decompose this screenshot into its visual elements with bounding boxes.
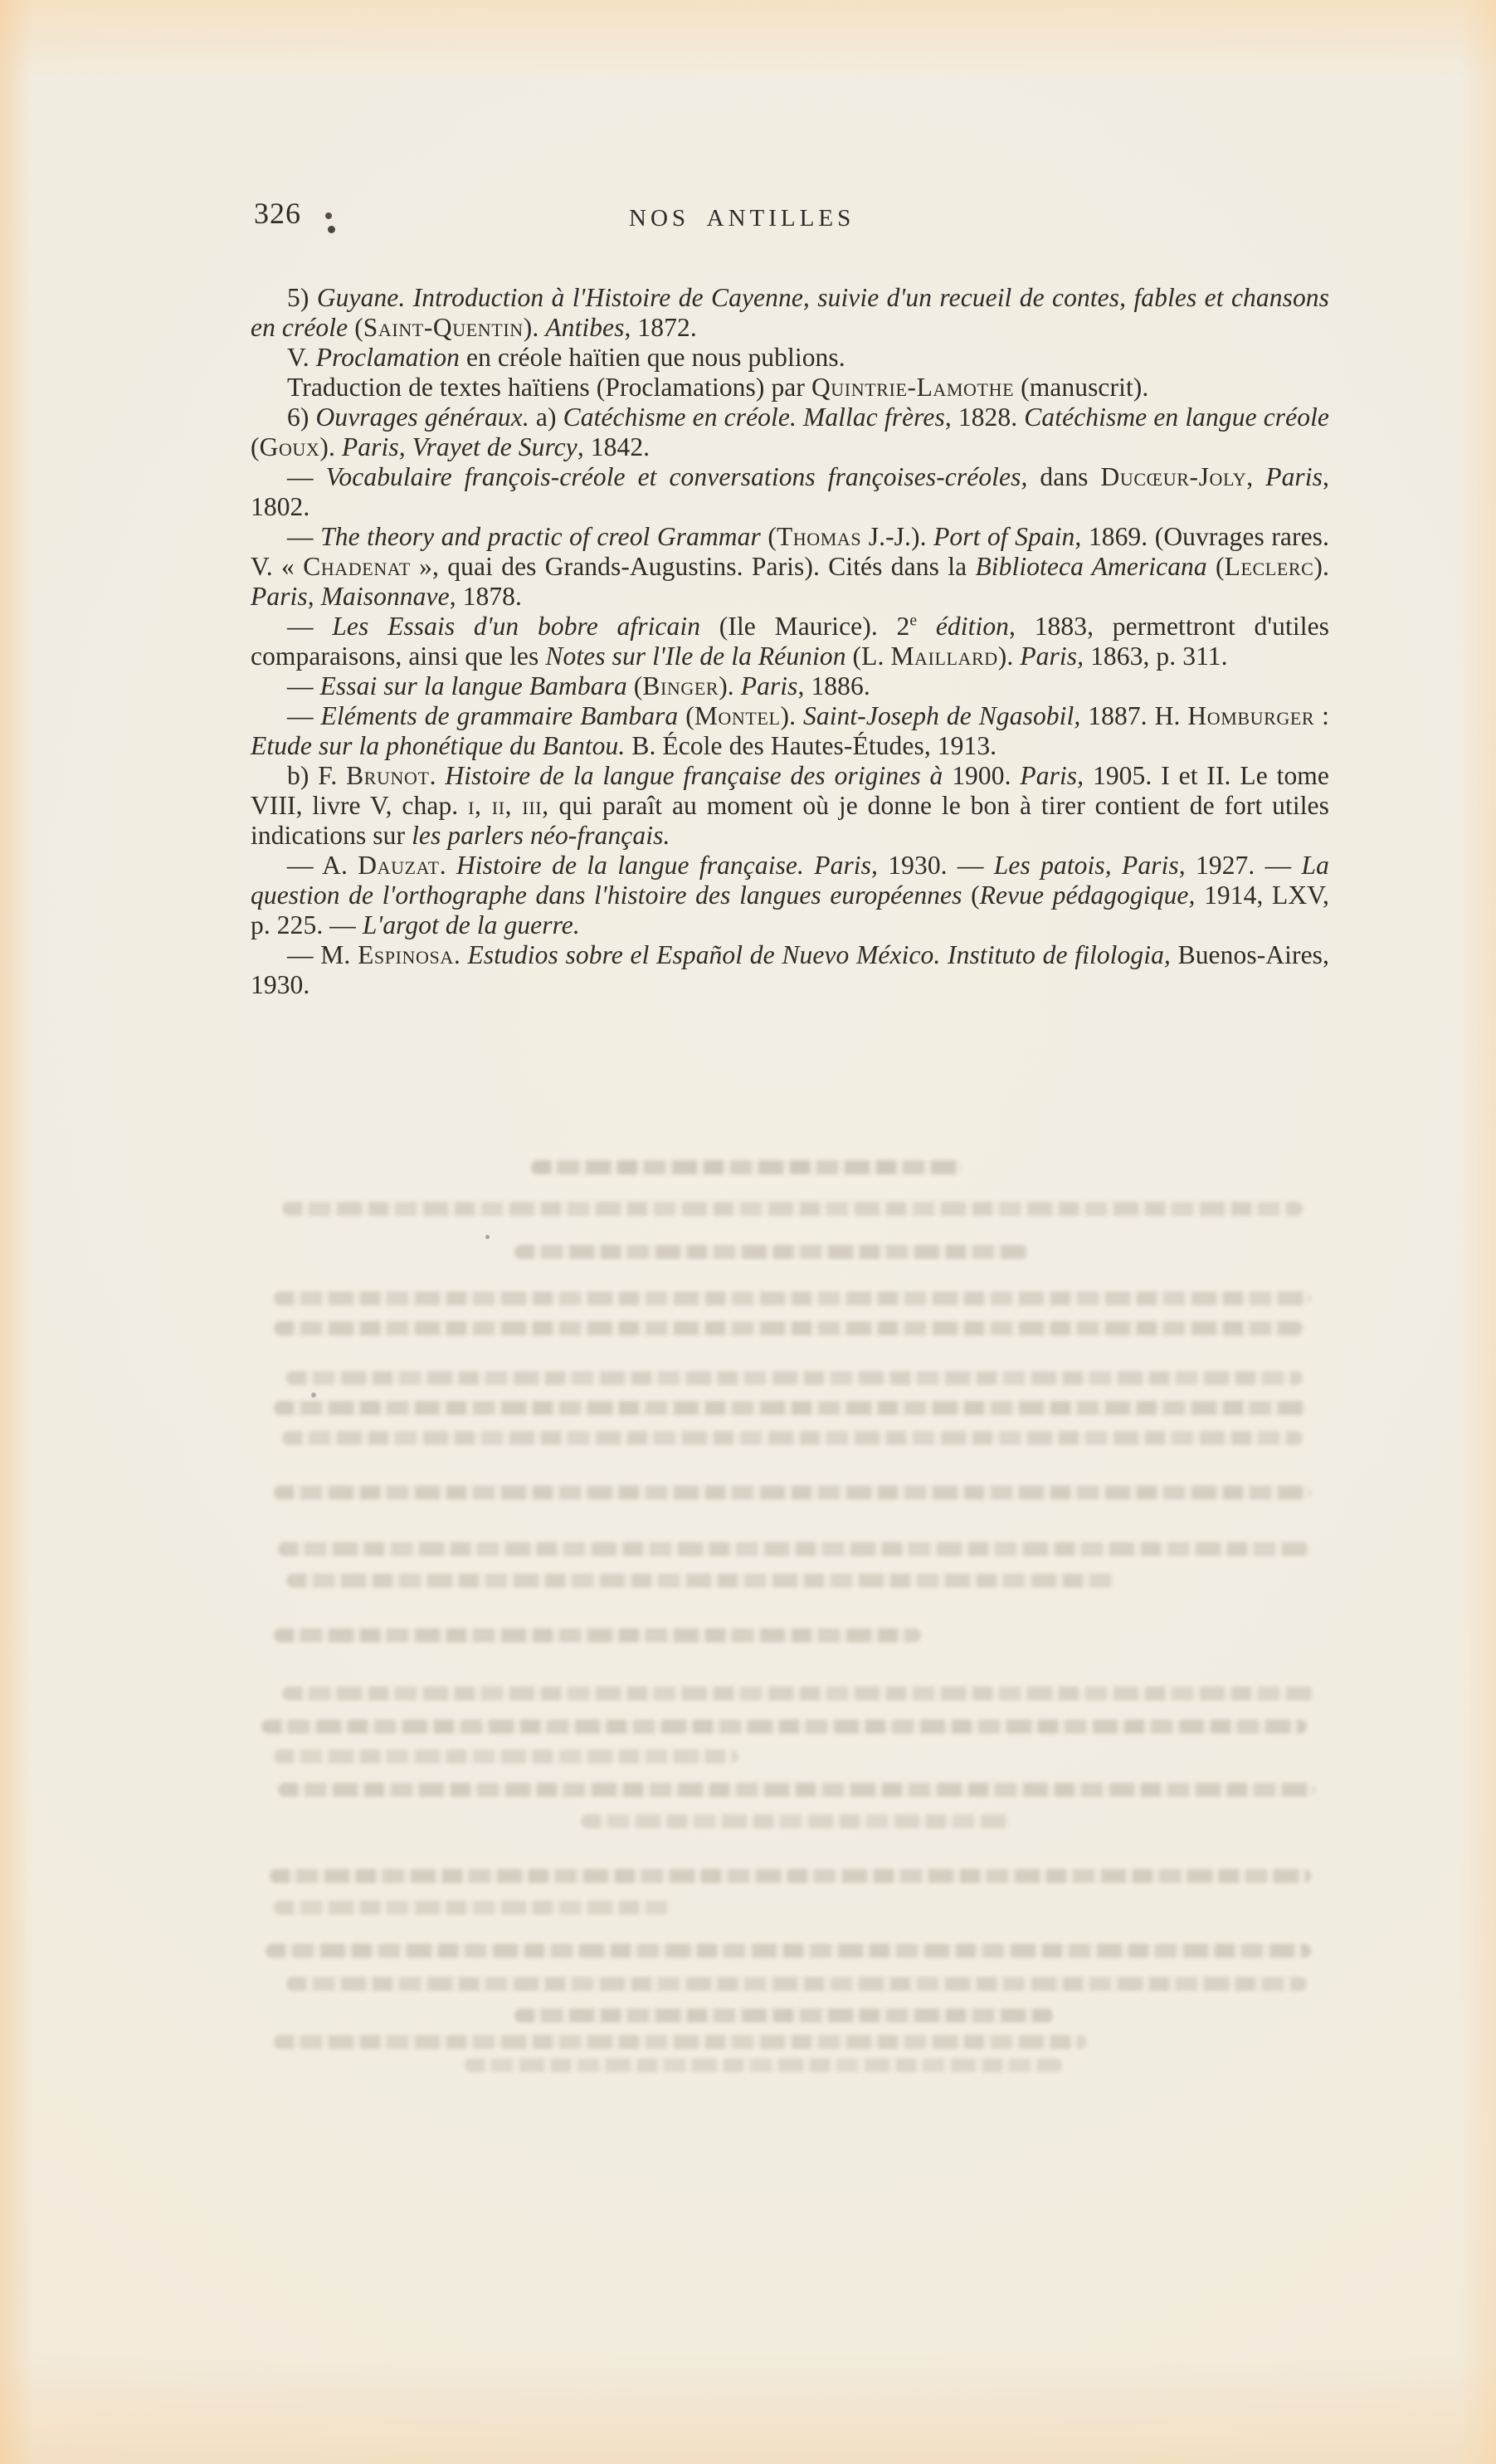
ghost-line (274, 1486, 1311, 1500)
ghost-line (274, 2035, 1087, 2049)
paragraph (251, 403, 1329, 462)
text-segment: The theory and practic of creol Grammar (320, 522, 768, 551)
text-segment: (L. (852, 642, 891, 671)
paragraph (251, 373, 1329, 403)
ghost-line (274, 1900, 672, 1915)
text-segment: Montel (694, 701, 781, 730)
text-segment: J.-J.). (861, 522, 934, 551)
text-segment: Histoire de la langue française des origines à (445, 761, 953, 790)
paragraph (251, 343, 1329, 373)
text-segment (917, 612, 936, 641)
page-number: 326 (254, 197, 301, 230)
text-segment: ( (354, 313, 363, 342)
text-segment: La question de l'orthographe dans l'histoire des langues européennes (251, 851, 1330, 910)
text-segment: 6) (287, 403, 316, 432)
text-segment: Paris (740, 671, 798, 700)
paragraph (251, 462, 1329, 522)
ghost-line (286, 1977, 1307, 1991)
text-segment: Homburger (1187, 701, 1315, 730)
text-segment: Antibes (545, 313, 625, 342)
text-segment: ( (1216, 552, 1225, 581)
text-segment: — (287, 701, 321, 730)
ghost-line (514, 2008, 1054, 2022)
text-segment: Revue pédagogique, (979, 881, 1205, 910)
text-segment: — (287, 522, 321, 551)
text-segment: ). (319, 432, 342, 461)
text-segment: — A. (287, 851, 358, 880)
paragraph (251, 671, 1329, 701)
text-segment: Port of Spain, (933, 522, 1082, 551)
ghost-line (266, 1944, 1311, 1958)
paragraph (251, 612, 1329, 671)
text-segment: 1900. (952, 761, 1021, 790)
ghost-line (274, 1291, 1311, 1305)
text-segment: Paris, Maisonnave (251, 582, 450, 611)
text-segment: Les patois, Paris, (993, 851, 1196, 880)
text-segment: Vocabulaire françois-créole et conversations françoises-créoles, (325, 462, 1028, 491)
text-segment: . (453, 940, 468, 969)
ghost-line (286, 1371, 1303, 1385)
text-segment: ( (633, 671, 643, 700)
text-segment: ). (719, 671, 741, 700)
text-segment: 1930. — (888, 851, 994, 880)
text-segment: — M. (287, 940, 358, 969)
text-segment: ( (971, 881, 980, 910)
text-segment: Catéchisme en créole. Mallac frères (563, 403, 945, 432)
text-segment: , 1872. (624, 313, 697, 342)
text-segment: . (429, 761, 446, 790)
text-segment: — (287, 462, 326, 491)
text-segment: ). (997, 642, 1021, 671)
text-segment: Maillard (890, 642, 998, 671)
text-segment: a) (529, 403, 563, 432)
text-segment: Chadenat (303, 552, 411, 581)
text-segment: , 1886. (797, 671, 870, 700)
text-segment: ( (685, 701, 694, 730)
ghost-line (282, 1202, 1303, 1216)
text-segment: i, ii, iii, (468, 791, 549, 820)
text-segment: Paris, (1020, 642, 1084, 671)
paragraph (251, 761, 1329, 851)
text-segment: qui paraît au moment où je donne le bon à tirer contient de fort utiles indications sur (251, 791, 1329, 850)
text-segment: 1887. H. (1080, 701, 1188, 730)
ghost-line (465, 2058, 1062, 2072)
ghost-line (282, 1686, 1315, 1700)
text-segment: Saint-Quentin (363, 313, 524, 342)
ghost-line (261, 1720, 1307, 1734)
ink-speck (328, 226, 335, 233)
text-segment: Proclamation (315, 343, 466, 372)
text-segment: Paris (1265, 462, 1323, 491)
text-segment: : (1314, 701, 1330, 730)
text-segment: Leclerc (1224, 552, 1314, 581)
ghost-line (274, 1321, 1303, 1335)
running-title: NOS ANTILLES (629, 205, 855, 232)
text-segment: Notes sur l'Ile de la Réunion (545, 642, 853, 671)
paragraph (251, 283, 1329, 343)
text-segment: 5) (287, 283, 317, 312)
ink-speck (485, 1235, 490, 1239)
text-segment: Espinosa (358, 940, 454, 969)
text-segment: ). (780, 701, 804, 730)
text-segment: e (909, 612, 918, 630)
text-segment: , 1828. (944, 403, 1025, 432)
text-segment: Buenos-Aires, 1930. (251, 940, 1329, 999)
ghost-line (514, 1245, 1029, 1259)
ghost-line (274, 1628, 921, 1642)
text-segment: Binger (642, 671, 719, 700)
text-segment: , 1883, permettront d'utiles comparaisons, ainsi que les (251, 612, 1330, 671)
ghost-line (581, 1814, 1012, 1828)
text-segment: Ouvrages généraux. (315, 403, 529, 432)
text-segment: Saint-Joseph de Ngasobil, (803, 701, 1081, 730)
paragraph (251, 851, 1329, 940)
text-segment: Etude sur la phonétique du Bantou. (251, 731, 626, 760)
text-segment: 1863, p. 311. (1084, 642, 1228, 671)
text-segment: (Ile Maurice). 2 (719, 612, 910, 641)
text-segment: b) F. (287, 761, 347, 790)
text-segment: ( (251, 432, 260, 461)
text-segment: Essai sur la langue Bambara (319, 671, 634, 700)
ghost-line (278, 1783, 1315, 1797)
text-segment: (manuscrit). (1014, 373, 1149, 402)
text-segment: Goux (259, 432, 320, 461)
text-segment: Eléments de grammaire Bambara (320, 701, 686, 730)
text-segment: ). (523, 313, 546, 342)
text-segment: Paris, (1020, 761, 1084, 790)
text-segment: ( (767, 522, 777, 551)
text-segment: Quintrie-Lamothe (811, 373, 1015, 402)
text-segment: 1927. — (1196, 851, 1302, 880)
text-segment: L'argot de la guerre. (362, 910, 580, 939)
paragraph (251, 522, 1329, 612)
ghost-line (531, 1160, 962, 1174)
text-segment: , (1246, 462, 1266, 491)
ink-speck (311, 1393, 316, 1398)
text-segment: Dauzat (358, 851, 440, 880)
text-segment: Les Essais d'un bobre africain (332, 612, 719, 641)
ghost-line (286, 1574, 1116, 1588)
text-segment: Ducœur-Joly (1100, 462, 1247, 491)
text-segment: B. École des Hautes-Études, 1913. (625, 731, 997, 760)
text-segment: édition (935, 612, 1010, 641)
ghost-line (274, 1401, 1307, 1415)
text-segment: dans (1027, 462, 1101, 491)
text-segment: Biblioteca Americana (975, 552, 1216, 581)
text-segment: Traduction de textes haïtiens (Proclamations) par (287, 373, 811, 402)
text-segment: , 1842. (577, 432, 651, 461)
text-segment: ). (1313, 552, 1329, 581)
text-block (251, 283, 1329, 1000)
text-segment: Thomas (776, 522, 862, 551)
text-segment: V. (287, 343, 316, 372)
text-segment: , 1878. (449, 582, 523, 611)
ghost-line (278, 1542, 1311, 1556)
text-segment: , 1802. (251, 462, 1329, 521)
ghost-line (282, 1431, 1303, 1445)
text-segment: Brunot (346, 761, 430, 790)
ink-speck (325, 212, 332, 219)
text-segment: Histoire de la langue française. Paris, (456, 851, 889, 880)
text-segment: Paris, Vrayet de Surcy (341, 432, 577, 461)
text-segment: — (287, 612, 333, 641)
text-segment: . (439, 851, 456, 880)
text-segment: 1914, LXV, p. 225. — (251, 881, 1329, 939)
ghost-line (274, 1749, 738, 1764)
ghost-line (270, 1869, 1311, 1883)
text-segment: les parlers néo-français. (412, 821, 670, 850)
text-segment: 1905. I et II. Le tome VIII, livre V, chap. (251, 761, 1329, 820)
text-segment: Estudios sobre el Español de Nuevo México. Instituto de filologia, (467, 940, 1171, 969)
text-segment: en créole haïtien que nous publions. (466, 343, 845, 372)
text-segment: », quai des Grands-Augustins. Paris). Cités dans la (410, 552, 976, 581)
paragraph (251, 940, 1329, 1000)
text-segment: — (287, 671, 320, 700)
paragraph (251, 701, 1329, 761)
text-segment: Guyane. Introduction à l'Histoire de Cayenne, suivie d'un recueil de contes, fables et chansons en créole (251, 283, 1329, 342)
text-segment: Catéchisme en langue créole (1024, 403, 1330, 432)
text-segment: 1869. (Ouvrages rares. V. « (251, 522, 1329, 581)
